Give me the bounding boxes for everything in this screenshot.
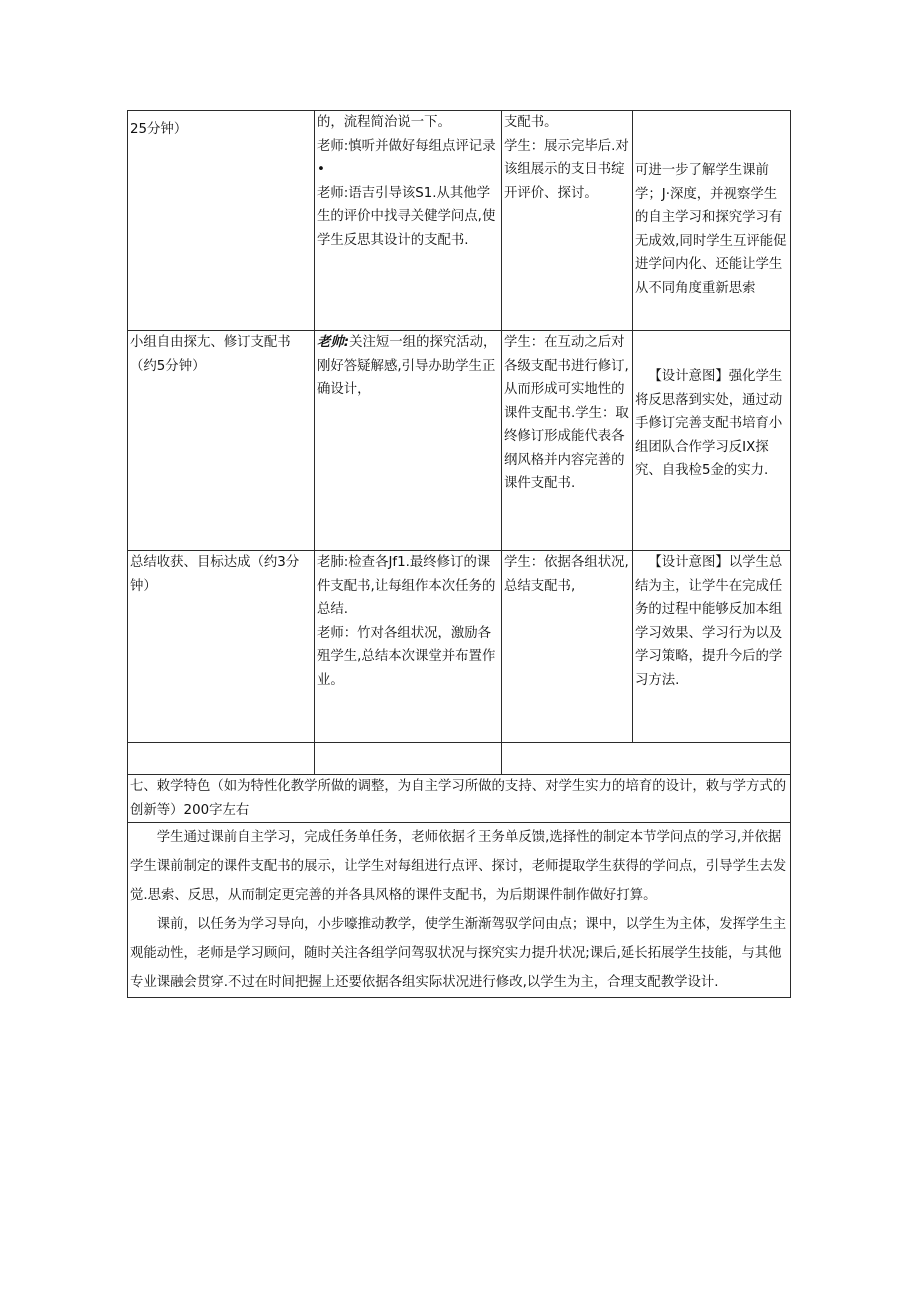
- section-7-title: 七、敕学特色（如为特性化教学所做的调整，为自主学习所做的支持、对学生实力的培育的设计，敕与学方式的创新等）200字左右: [128, 775, 791, 823]
- section-body-row: [128, 823, 791, 998]
- design-intent-text: 【设计意图】强化学生将反思落到实处，通过动手修订完善支配书培育小组团队合作学习反IX探究、自我检5金的实力.: [635, 369, 783, 478]
- design-intent-cell: [633, 111, 791, 331]
- teacher-activity-cell: [315, 331, 502, 551]
- table-row: [128, 331, 791, 551]
- design-intent-cell: [633, 551, 791, 743]
- student-activity-cell: [502, 551, 633, 743]
- student-activity-cell: [502, 111, 633, 331]
- summary-paragraph: 学生通过课前自主学习，完成任务单任务，老师依据彳王务单反馈,选择性的制定本节学问点的学习,并依据学生课前制定的课件支配书的展示，让学生对每组进行点评、探讨，老师提取学生获得的学问点，引导学生去发觉.思索、反思，从而制定更完善的并各具风格的课件支配书，为后期课件制作做好打算。: [130, 830, 787, 903]
- empty-cell: [128, 743, 315, 775]
- stage-text: 总结收获、目标达成（约3分钟）: [130, 555, 300, 594]
- design-intent-text: 【设计意图】以学生总结为主，让学牛在完成任务的过程中能够反加本组学习效果、学习行为以及学习策略，提升今后的学习方法.: [635, 555, 783, 688]
- teacher-label: 老帅:: [317, 335, 350, 350]
- student-activity-cell: [502, 331, 633, 551]
- teacher-activity-cell: [315, 111, 502, 331]
- stage-cell: [128, 331, 315, 551]
- section-title-row: [128, 775, 791, 823]
- document-page: [127, 110, 790, 998]
- empty-cell: [315, 743, 502, 775]
- table-row: [128, 551, 791, 743]
- student-activity-text: 支配书。 学生：展示完毕后.对该组展示的支日书绽开评价、探讨。: [504, 115, 629, 201]
- table-row: [128, 111, 791, 331]
- stage-cell: [128, 111, 315, 331]
- empty-cell: [502, 743, 791, 775]
- student-activity-text: 学生：依据各组状况,总结支配书,: [504, 555, 629, 594]
- teacher-activity-cell: [315, 551, 502, 743]
- teacher-activity-text: 的，流程简治说一下。 老师:慎听并做好每组点评记录• 老师:语吉引导该S1.从其他学生的评价中找寻关健学问点,使学生反思其设计的支配书.: [317, 115, 496, 248]
- design-intent-cell: [633, 331, 791, 551]
- stage-text: 小组自由探尢、修订支配书（约5分钟）: [130, 335, 291, 374]
- table-row: [128, 743, 791, 775]
- stage-text: 25分钟）: [130, 122, 188, 137]
- teacher-activity-text: 老帅:关注短一组的探究活动，刚好答疑解感,引导办助学生正确设计，: [317, 335, 497, 397]
- lesson-plan-table: [127, 110, 791, 998]
- section-7-body: [128, 823, 791, 998]
- stage-cell: [128, 551, 315, 743]
- design-intent-text: 可进一步了解学生课前学；J·深度，并视察学生的自主学习和探究学习有无成效,同时学生互评能促进学问内化、还能让学生从不同角度重新思索: [635, 163, 787, 296]
- summary-paragraph: 课前，以任务为学习导向，小步嚎推动教学，使学生渐渐驾驭学问由点；课中，以学生为主体，发挥学生主观能动性，老师是学习顾问，随时关注各组学问驾驭状况与探究实力提升状况;课后,延长拓展学生技能，与其他专业课融会贯穿.不过在时间把握上还要依据各组实际状况进行修改,以学生为主，合理支配教学设计.: [130, 917, 787, 990]
- student-activity-text: 学生：在互动之后对各级支配书进行修订,从而形成可实地性的课件支配书.学生：取终修订形成能代表各纲风格并内容完善的课件支配书.: [504, 335, 629, 491]
- teacher-activity-text: 老肺:检查各Jf1.最终修订的课件支配书,让每组作本次任务的总结. 老师：竹对各组状况，激励各殂学生,总结本次课堂并布置作业。: [317, 555, 496, 688]
